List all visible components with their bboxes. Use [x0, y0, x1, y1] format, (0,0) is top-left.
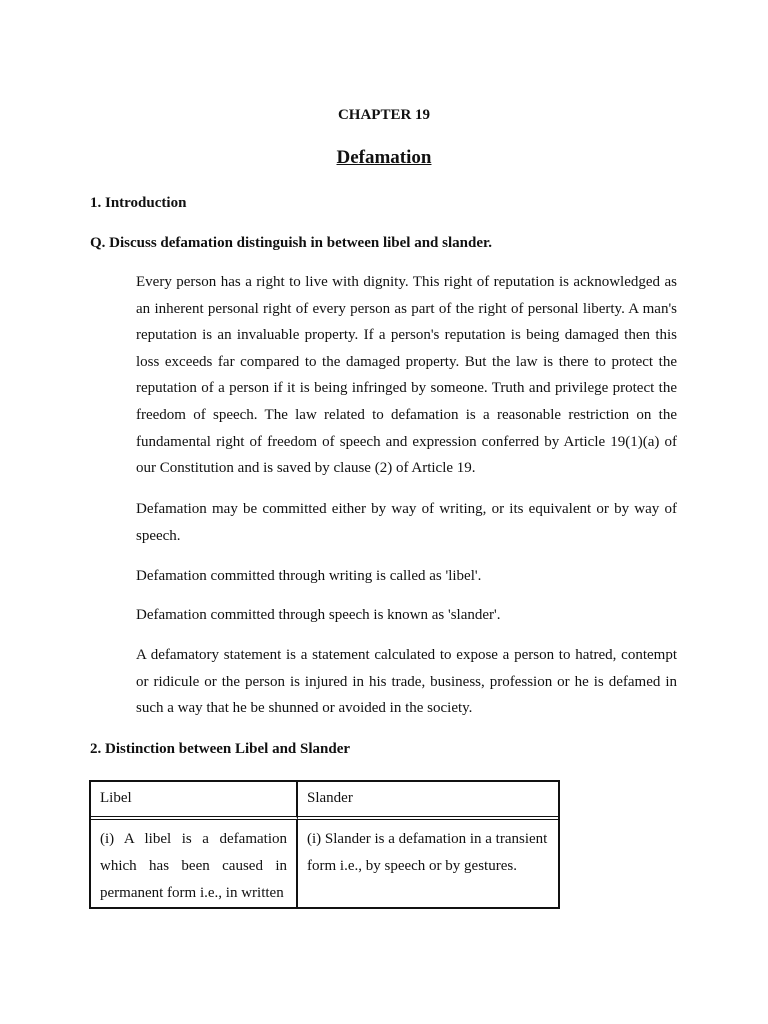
- question-heading: Q. Discuss defamation distinguish in between libel and slander.: [90, 235, 493, 251]
- paragraph-modes: Defamation may be committed either by way of writing, or its equivalent or by way of speech.: [136, 501, 677, 544]
- chapter-number: CHAPTER 19: [337, 107, 431, 123]
- paragraph-libel: Defamation committed through writing is called as 'libel'.: [136, 568, 482, 584]
- chapter-title: Defamation: [336, 147, 432, 168]
- table-row: [91, 820, 558, 907]
- table-cell-libel: (i) A libel is a defamation which has been caused in permanent form i.e., in written: [91, 820, 298, 907]
- table-header-row: [91, 782, 558, 820]
- table-header-slander: Slander: [298, 782, 558, 820]
- distinction-table: [89, 780, 560, 909]
- paragraph-dignity: Every person has a right to live with dignity. This right of reputation is acknowledged as an inherent personal right of every person as part of the right of personal liberty. A man's reputation is an invaluable property. If a person's reputation is being damaged then this loss exceeds far compared to the damaged property. But the law is there to protect the reputation of a person if it is being infringed by someone. Truth and privilege protect the freedom of speech. The law related to defamation is a reasonable restriction on the fundamental right of freedom of speech and expression conferred by Article 19(1)(a) of our Constitution and is saved by clause (2) of Article 19.: [136, 274, 677, 477]
- table-cell-slander: (i) Slander is a defamation in a transient form i.e., by speech or by gestures.: [307, 831, 548, 874]
- table-header-libel: Libel: [91, 782, 298, 820]
- section-heading-introduction: 1. Introduction: [90, 195, 187, 211]
- paragraph-slander: Defamation committed through speech is known as 'slander'.: [136, 607, 501, 623]
- paragraph-defamatory-statement: A defamatory statement is a statement calculated to expose a person to hatred, contempt or ridicule or the person is injured in his trade, business, profession or he is defamed in such a way that he be shunned or avoided in the society.: [136, 647, 677, 717]
- section-heading-distinction: 2. Distinction between Libel and Slander: [90, 741, 351, 757]
